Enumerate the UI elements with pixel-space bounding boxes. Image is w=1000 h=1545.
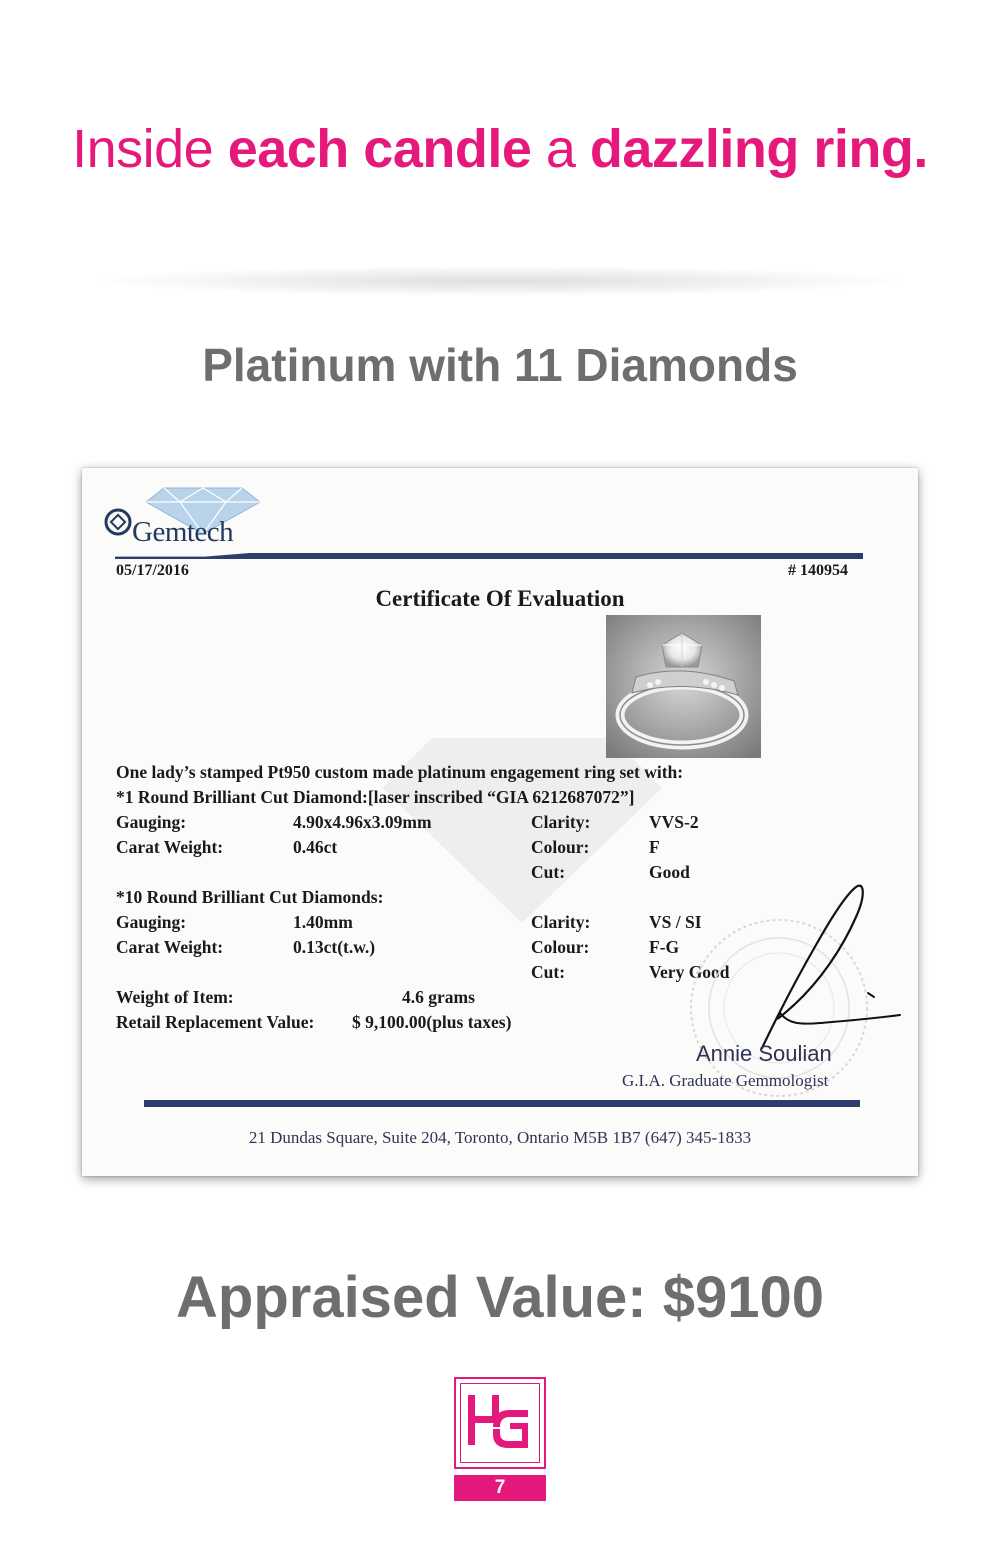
center-clarity-value: VVS-2 [649, 812, 699, 832]
item-description: One lady’s stamped Pt950 custom made platinum engagement ring set with: [116, 762, 684, 782]
side-stones-heading: *10 Round Brilliant Cut Diamonds: [116, 887, 384, 907]
center-colour-value: F [649, 837, 660, 857]
side-colour-label: Colour: [531, 937, 590, 957]
company-logo-text: Gemtech [132, 516, 234, 548]
headline [0, 118, 1000, 180]
center-carat-value: 0.46ct [293, 837, 338, 857]
headline-part-each-candle: each candle [227, 119, 532, 179]
header-rule [115, 553, 863, 559]
appraised-value: Appraised Value: $9100 [176, 1265, 824, 1330]
headline-part-dazzling-ring: dazzling ring. [589, 119, 928, 179]
center-stone-heading: *1 Round Brilliant Cut Diamond:[laser inscribed “GIA 6212687072”] [116, 787, 635, 807]
center-cut-value: Good [649, 862, 690, 882]
logo-mark-icon [104, 508, 132, 536]
weight-value: 4.6 grams [402, 987, 475, 1007]
footer-rule [144, 1100, 860, 1107]
separator-shadow [100, 266, 900, 296]
signer-title: G.I.A. Graduate Gemmologist [622, 1071, 829, 1090]
center-colour-label: Colour: [531, 837, 590, 857]
certificate-number: # 140954 [788, 562, 848, 579]
certificate-card [82, 468, 918, 1176]
side-carat-label: Carat Weight: [116, 937, 224, 957]
side-clarity-value: VS / SI [649, 912, 702, 932]
brand-logo-letters [462, 1387, 538, 1459]
headline-part-inside: Inside [72, 119, 228, 179]
ring-photo [606, 615, 761, 758]
signature [724, 873, 904, 1058]
side-gauging-label: Gauging: [116, 912, 187, 932]
retail-value-amount: $ 9,100.00(plus taxes) [352, 1012, 512, 1032]
side-clarity-label: Clarity: [531, 912, 591, 932]
side-colour-value: F-G [649, 937, 680, 957]
side-carat-value: 0.13ct(t.w.) [293, 937, 376, 957]
ring-subtitle: Platinum with 11 Diamonds [202, 339, 798, 391]
signer-name: Annie Soulian [696, 1041, 832, 1066]
side-cut-value: Very Good [649, 962, 730, 982]
company-address: 21 Dundas Square, Suite 204, Toronto, Ontario M5B 1B7 (647) 345-1833 [248, 1128, 752, 1147]
certificate-date: 05/17/2016 [116, 562, 189, 579]
center-carat-label: Carat Weight: [116, 837, 224, 857]
center-clarity-label: Clarity: [531, 812, 591, 832]
center-gauging-value: 4.90x4.96x3.09mm [293, 812, 432, 832]
side-gauging-value: 1.40mm [293, 912, 353, 932]
side-cut-label: Cut: [531, 962, 566, 982]
weight-label: Weight of Item: [116, 987, 234, 1007]
center-cut-label: Cut: [531, 862, 566, 882]
headline-part-a: a [531, 119, 590, 179]
certificate-title: Certificate Of Evaluation [375, 586, 625, 611]
retail-value-label: Retail Replacement Value: [116, 1012, 315, 1032]
center-gauging-label: Gauging: [116, 812, 187, 832]
page-number: 7 [454, 1475, 546, 1501]
